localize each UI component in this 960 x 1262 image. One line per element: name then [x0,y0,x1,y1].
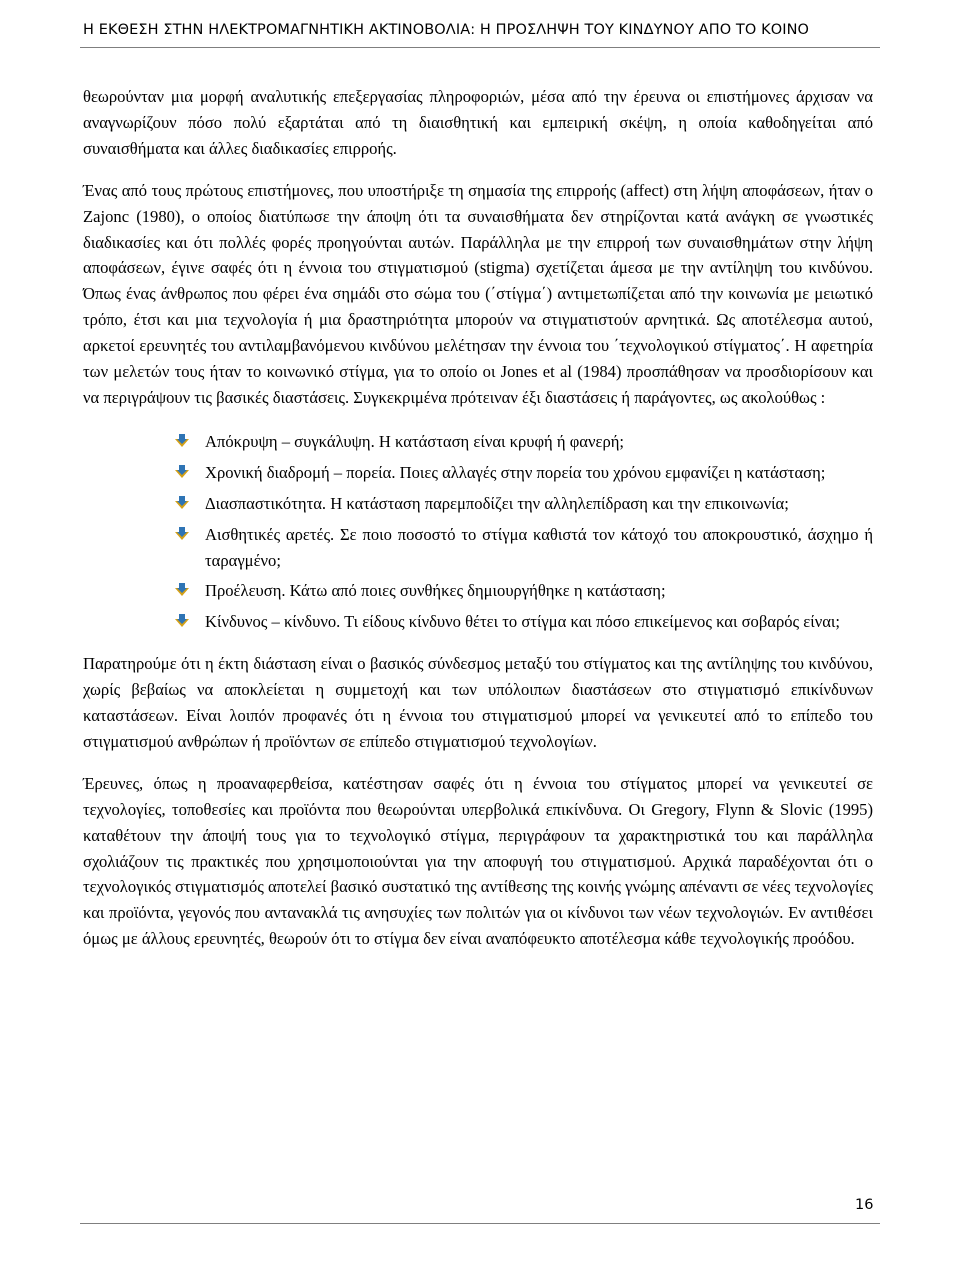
document-body [83,84,873,952]
list-item-text: Κίνδυνος – κίνδυνο. Τι είδους κίνδυνο θέτει το στίγμα και πόσο επικείμενος και σοβαρός είναι; [205,612,840,632]
arrow-bullet-icon [174,583,190,597]
arrow-bullet-icon [174,434,190,448]
list-item-text: Προέλευση. Κάτω από ποιες συνθήκες δημιουργήθηκε η κατάσταση; [205,581,666,601]
list-item [83,460,873,486]
paragraph-2: Ένας από τους πρώτους επιστήμονες, που υποστήριξε τη σημασία της επιρροής (affect) στη λήψη αποφάσεων, ήταν ο Zajonc (1980), ο οποίος διατύπωσε την άποψη ότι τα συναισθήματα δεν στηρίζονται κατά ανάγκη σε γνωστικές διαδικασίες και ότι πολλές φορές προηγούνται αυτών. Παράλληλα με την επιρροή των συναισθημάτων στην λήψη αποφάσεων, έγινε σαφές ότι η έννοια του στιγματισμού (stigma) σχετίζεται άμεσα με την αντίληψη του κινδύνου. Όπως ένας άνθρωπος που φέρει ένα σημάδι στο σώμα του (΄στίγμα΄) αντιμετωπίζεται από την κοινωνία με μειωτικό τρόπο, έτσι και μια τεχνολογία ή μια δραστηριότητα μπορούν να στιγματιστούν αρνητικά. Ως αποτέλεσμα αυτού, αρκετοί ερευνητές του αντιλαμβανόμενου κινδύνου μελέτησαν την έννοια του ΄τεχνολογικού στίγματος΄. Η αφετηρία των μελετών τους ήταν το κοινωνικό στίγμα, για το οποίο οι Jones et al (1984) προσπάθησαν να προσδιορίσουν και να περιγράψουν τις βασικές διαστάσεις. Συγκεκριμένα πρότειναν έξι διαστάσεις ή παράγοντες, ως ακολούθως : [83,180,873,407]
list-item [83,578,873,604]
arrow-bullet-icon [174,614,190,628]
list-item [83,491,873,517]
list-item [83,522,873,574]
list-item-text: Διασπαστικότητα. Η κατάσταση παρεμποδίζει την αλληλεπίδραση και την επικοινωνία; [205,493,789,513]
running-header: Η ΕΚΘΕΣΗ ΣΤΗΝ ΗΛΕΚΤΡΟΜΑΓΝΗΤΙΚΗ ΑΚΤΙΝΟΒΟΛΙΑ: Η ΠΡΟΣΛΗΨΗ ΤΟΥ ΚΙΝΔΥΝΟΥ ΑΠΟ ΤΟ ΚΟΙΝΟ [83,22,810,38]
list-item [83,609,873,635]
paragraph-1: θεωρούνταν μια μορφή αναλυτικής επεξεργασίας πληροφοριών, μέσα από την έρευνα οι επιστήμονες άρχισαν να αναγνωρίζουν πόσο πολύ εξαρτάται από τη διαισθητική και εμπειρική σκέψη, η οποία καθοδηγείται από συναισθήματα και άλλες διαδικασίες επιρροής. [83,87,873,158]
arrow-bullet-icon [174,496,190,510]
dimensions-list [83,429,873,635]
arrow-bullet-icon [174,527,190,541]
list-item-text: Αισθητικές αρετές. Σε ποιο ποσοστό το στίγμα καθιστά τον κάτοχό του αποκρουστικό, άσχημο ή ταραγμένο; [205,524,873,570]
list-item [83,429,873,455]
footer-divider [80,1223,880,1224]
list-item-text: Απόκρυψη – συγκάλυψη. Η κατάσταση είναι κρυφή ή φανερή; [205,431,625,451]
arrow-bullet-icon [174,465,190,479]
list-item-text: Χρονική διαδρομή – πορεία. Ποιες αλλαγές στην πορεία του χρόνου εμφανίζει η κατάσταση; [205,462,826,482]
header-divider [80,47,880,48]
page-number: 16 [855,1197,874,1213]
paragraph-4: Έρευνες, όπως η προαναφερθείσα, κατέστησαν σαφές ότι η έννοια του στίγματος μπορεί να γενικευτεί σε τεχνολογίες, τοποθεσίες και προϊόντα που θεωρούνται υπερβολικά επικίνδυνα. Οι Gregory, Flynn & Slovic (1995) καταθέτουν την άποψή τους για το τεχνολογικό στίγμα, περιγράφουν τα χαρακτηριστικά του και παράλληλα σχολιάζουν τις πρακτικές που χρησιμοποιούνται για την αποφυγή του στιγματισμού. Αρχικά παραδέχονται ότι ο τεχνολογικός στιγματισμός αποτελεί βασικό συστατικό της αντίθεσης της κοινής γνώμης απέναντι σε νέες τεχνολογίες και προϊόντα, γεγονός που αντανακλά τις ανησυχίες των πολιτών για οι κίνδυνοι των νέων τεχνολογιών. Εν αντιθέσει όμως με άλλους ερευνητές, θεωρούν ότι το στίγμα δεν είναι αναπόφευκτο αποτέλεσμα κάθε τεχνολογικής προόδου. [83,773,873,949]
paragraph-3: Παρατηρούμε ότι η έκτη διάσταση είναι ο βασικός σύνδεσμος μεταξύ του στίγματος και της αντίληψης του κινδύνου, χωρίς βεβαίως να αποκλείεται η συμμετοχή και των υπόλοιπων διαστάσεων στο στιγματισμό επικίνδυνων καταστάσεων. Είναι λοιπόν προφανές ότι η έννοια του στιγματισμού μπορεί να γενικευτεί από το επίπεδο του στιγματισμού ανθρώπων ή προϊόντων σε επίπεδο στιγματισμού τεχνολογίων. [83,654,873,751]
